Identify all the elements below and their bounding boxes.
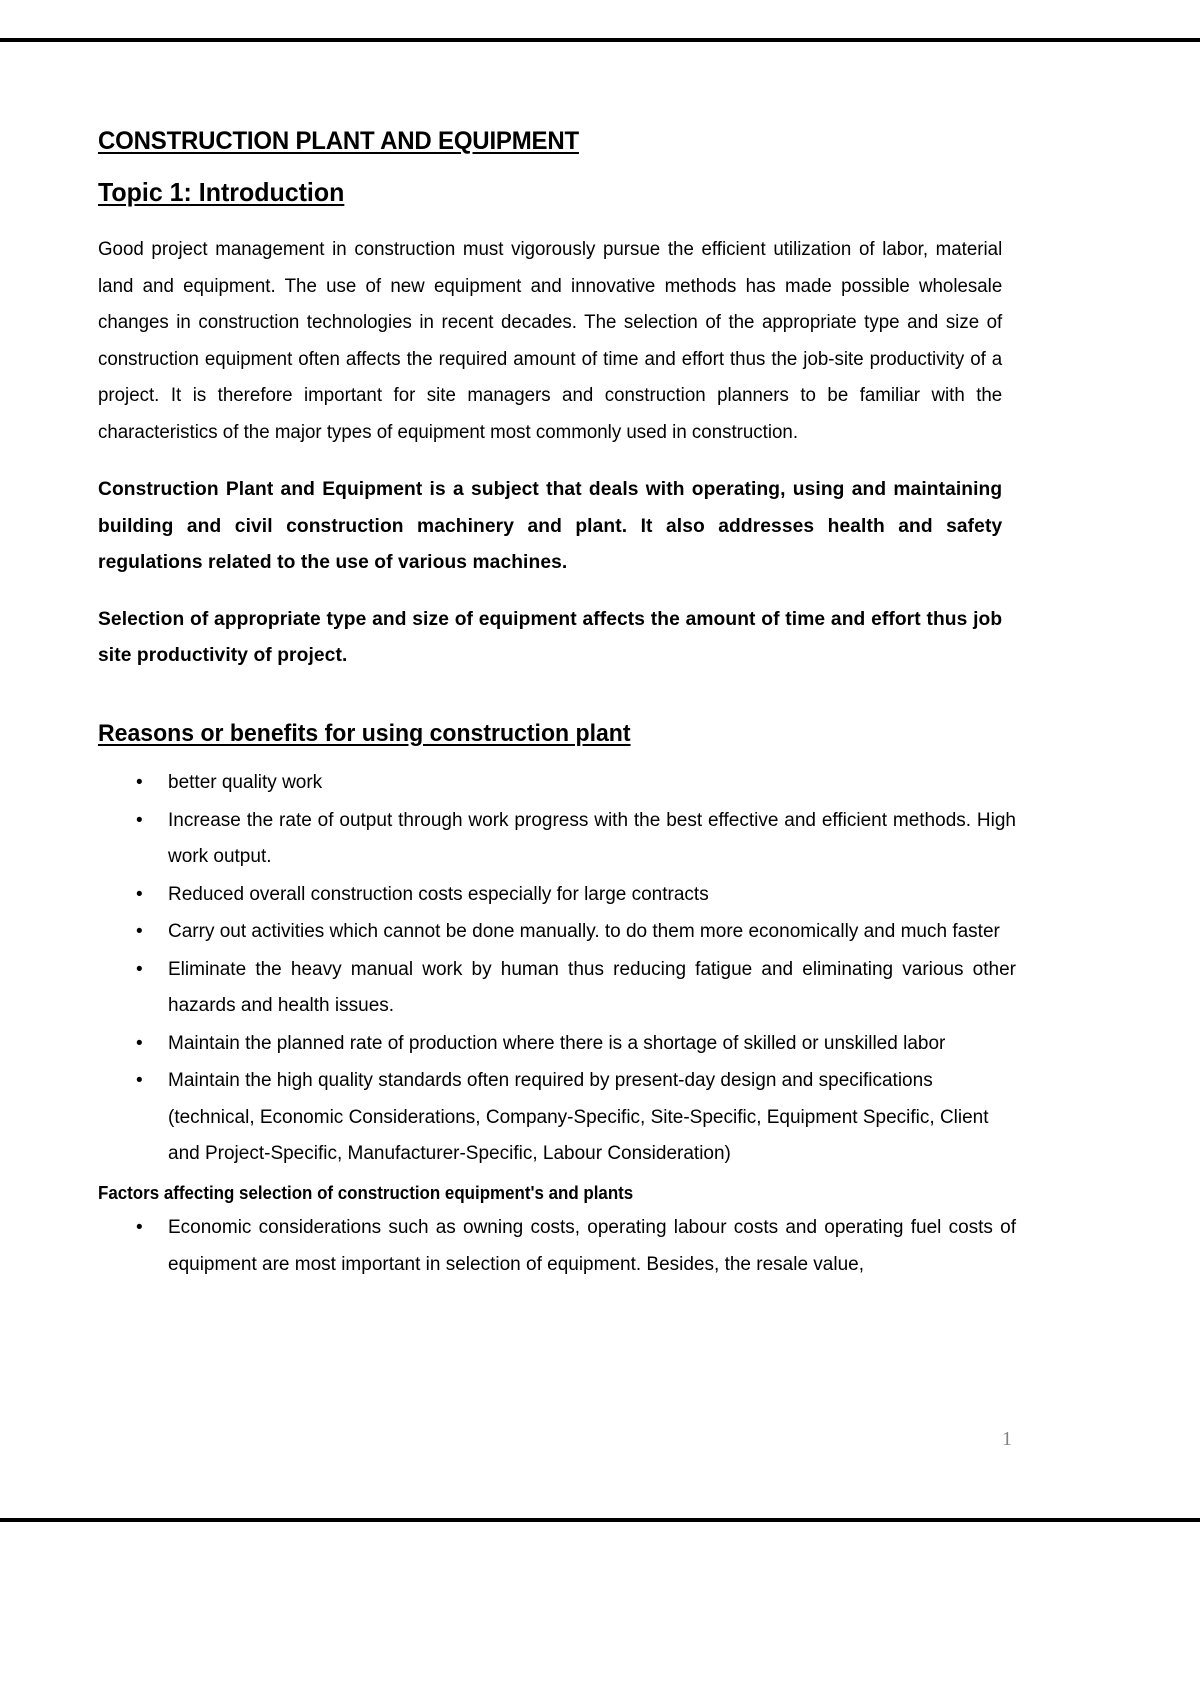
factors-heading: Factors affecting selection of construction equipment's and plants <box>98 1182 634 1203</box>
list-item <box>98 803 1016 876</box>
reasons-bullet-list <box>98 765 1016 1173</box>
page-number: 1 <box>1002 1428 1012 1450</box>
document-content <box>98 128 1016 1284</box>
list-item <box>98 1210 1016 1283</box>
list-item <box>98 1026 1016 1063</box>
reasons-heading: Reasons or benefits for using construction plant <box>98 719 631 747</box>
intro-paragraph-1: Good project management in construction must vigorously pursue the efficient utilization of labor, material land and equipment. The use of new equipment and innovative methods has made possible wholesale changes in construction technologies in recent decades. The selection of the appropriate type and size of construction equipment often affects the required amount of time and effort thus the job-site productivity of a project. It is therefore important for site managers and construction planners to be familiar with the characteristics of the major types of equipment most commonly used in construction. <box>98 239 1003 443</box>
topic-heading: Topic 1: Introduction <box>98 176 345 207</box>
bullet-icon: • <box>136 1217 143 1239</box>
list-item <box>98 877 1016 914</box>
header-rule <box>0 38 1200 42</box>
list-item-text: Maintain the planned rate of production where there is a shortage of skilled or unskilled labor <box>168 1032 946 1054</box>
list-item <box>98 952 1016 1025</box>
list-item-text: Economic considerations such as owning costs, operating labour costs and operating fuel costs of equipment are most important in selection of equipment. Besides, the resale value, <box>168 1217 1016 1275</box>
intro-paragraph-3: Selection of appropriate type and size of equipment affects the amount of time and effort thus job site productivity of project. <box>98 607 1003 667</box>
list-item-text: better quality work <box>168 772 323 794</box>
bullet-icon: • <box>136 921 143 943</box>
bullet-icon: • <box>136 772 143 794</box>
list-item <box>98 914 1016 951</box>
bullet-icon: • <box>136 1032 143 1054</box>
footer-rule <box>0 1518 1200 1522</box>
list-item-text: Eliminate the heavy manual work by human thus reducing fatigue and eliminating various other hazards and health issues. <box>168 958 1016 1017</box>
bullet-icon: • <box>136 1070 143 1092</box>
document-title: CONSTRUCTION PLANT AND EQUIPMENT <box>98 127 579 155</box>
intro-paragraph-2: Construction Plant and Equipment is a subject that deals with operating, using and maintaining building and civil construction machinery and plant. It also addresses health and safety regulations related to the use of various machines. <box>98 478 1003 574</box>
list-item-text: Carry out activities which cannot be done manually. to do them more economically and much faster <box>168 921 1000 943</box>
list-item-text: Reduced overall construction costs especially for large contracts <box>168 883 709 905</box>
list-item-text: Increase the rate of output through work progress with the best effective and efficient methods. High work output. <box>168 809 1016 868</box>
list-item <box>98 765 1016 802</box>
bullet-icon: • <box>136 809 143 831</box>
bullet-icon: • <box>136 883 143 905</box>
list-item <box>98 1063 1016 1173</box>
factors-bullet-list <box>98 1210 1016 1283</box>
bullet-icon: • <box>136 958 143 980</box>
list-item-text: Maintain the high quality standards often required by present-day design and specifications (technical, Economic Considerations, Company-Specific, Site-Specific, Equipment Specific, Client and Project-Specific, Manufacturer-Specific, Labour Consideration) <box>168 1070 989 1165</box>
